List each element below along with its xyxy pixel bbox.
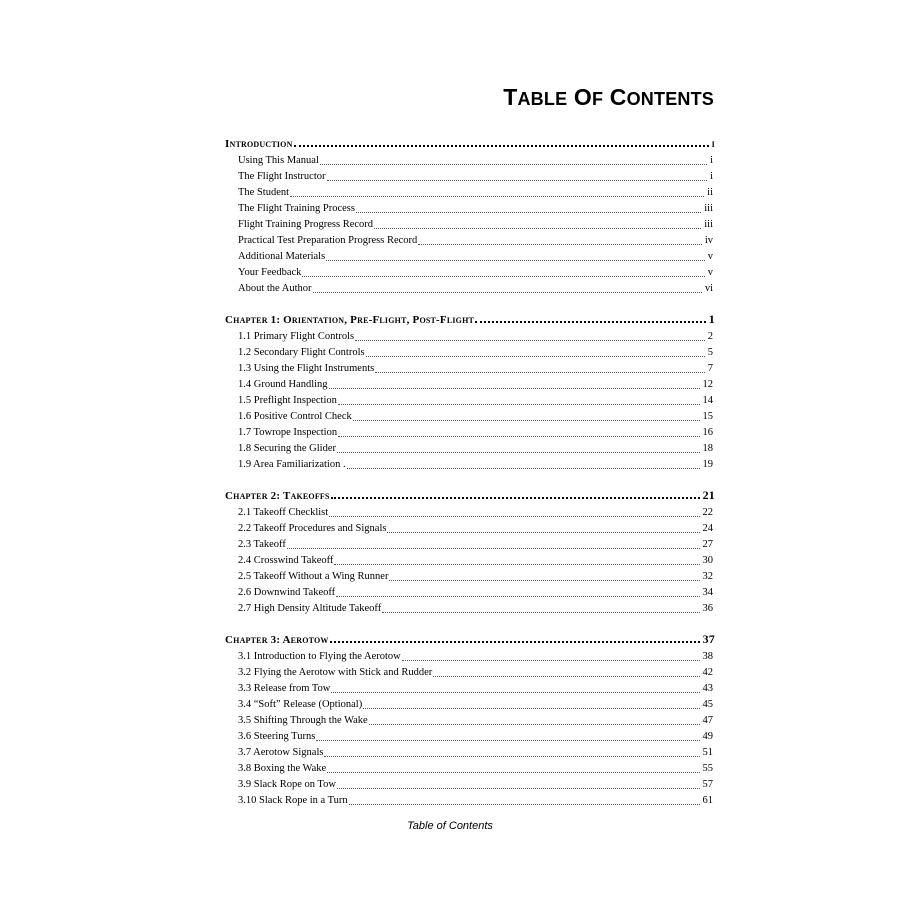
toc-page-number: 21 [702,488,715,502]
toc-page-number: 15 [702,411,713,422]
toc-page-number: 5 [707,347,713,358]
toc-entry[interactable] [225,169,715,185]
toc-page-number: iii [704,219,713,230]
toc-page-number: 36 [702,603,713,614]
toc-page-number: 32 [702,571,713,582]
toc-page-number: 16 [702,427,713,438]
toc-page-number: iii [704,203,713,214]
page-title: TABLE OF CONTENTS [503,84,714,110]
toc-page-number: v [707,267,713,278]
toc-entry-label: Chapter 3: Aerotow [225,634,329,646]
dot-leader [334,564,699,565]
dot-leader [356,212,701,213]
toc-entry-label: 3.6 Steering Turns [238,731,316,742]
dot-leader [331,692,699,693]
toc-entry-label: 1.4 Ground Handling [238,379,328,390]
dot-leader [326,260,705,261]
toc-entry-label: 2.6 Downwind Takeoff [238,587,336,598]
toc-entry[interactable] [225,569,715,585]
dot-leader [374,228,701,229]
toc-entry[interactable] [225,153,715,169]
dot-leader [329,388,700,389]
toc-page-number: 38 [702,651,713,662]
dot-leader [363,708,699,709]
toc-entry-label: 3.5 Shifting Through the Wake [238,715,368,726]
toc-entry-label: Introduction [225,138,293,150]
toc-page-number: 24 [702,523,713,534]
table-of-contents [225,133,715,809]
toc-page-number: 1 [708,312,715,326]
toc-entry-label: 2.1 Takeoff Checklist [238,507,329,518]
dot-leader [366,356,705,357]
toc-entry[interactable] [225,649,715,665]
toc-entry[interactable] [225,761,715,777]
toc-entry-label: Practical Test Preparation Progress Record [238,235,418,246]
toc-entry-label: 1.3 Using the Flight Instruments [238,363,375,374]
dot-leader [316,740,699,741]
toc-entry[interactable] [225,793,715,809]
toc-entry[interactable] [225,537,715,553]
dot-leader [353,420,700,421]
toc-page-number: 30 [702,555,713,566]
toc-entry-label: 1.8 Securing the Glider [238,443,336,454]
toc-heading[interactable] [225,629,715,649]
dot-leader [475,321,706,323]
toc-entry[interactable] [225,393,715,409]
toc-entry[interactable] [225,505,715,521]
toc-page-number: v [707,251,713,262]
toc-entry[interactable] [225,441,715,457]
dot-leader [287,548,700,549]
dot-leader [402,660,700,661]
toc-page-number: 47 [702,715,713,726]
toc-entry[interactable] [225,777,715,793]
toc-heading[interactable] [225,485,715,505]
dot-leader [324,756,699,757]
dot-leader [336,596,699,597]
dot-leader [433,676,699,677]
toc-page-number: i [710,171,713,182]
dot-leader [320,164,707,165]
toc-page-number: 57 [702,779,713,790]
toc-entry[interactable] [225,745,715,761]
toc-page-number: 14 [702,395,713,406]
toc-entry[interactable] [225,249,715,265]
toc-entry-label: 2.4 Crosswind Takeoff [238,555,334,566]
toc-entry-label: The Flight Training Process [238,203,355,214]
toc-entry-label: 2.5 Takeoff Without a Wing Runner [238,571,389,582]
toc-entry-label: The Flight Instructor [238,171,326,182]
toc-entry-label: 3.7 Aerotow Signals [238,747,324,758]
toc-entry-label: Flight Training Progress Record [238,219,374,230]
dot-leader [330,641,700,643]
dot-leader [294,145,709,147]
toc-entry-label: 2.7 High Density Altitude Takeoff [238,603,382,614]
dot-leader [331,497,700,499]
toc-page-number: 19 [702,459,713,470]
toc-entry[interactable] [225,201,715,217]
dot-leader [375,372,705,373]
toc-entry[interactable] [225,681,715,697]
toc-page-number: 12 [702,379,713,390]
toc-entry[interactable] [225,233,715,249]
toc-entry[interactable] [225,281,715,297]
dot-leader [355,340,705,341]
toc-entry[interactable] [225,265,715,281]
toc-entry-label: The Student [238,187,290,198]
toc-heading[interactable] [225,133,715,153]
toc-entry-label: About the Author [238,283,312,294]
toc-entry-label: 1.5 Preflight Inspection [238,395,337,406]
toc-entry[interactable] [225,457,715,473]
toc-entry-label: 3.3 Release from Tow [238,683,331,694]
toc-entry[interactable] [225,217,715,233]
dot-leader [327,180,708,181]
toc-entry[interactable] [225,553,715,569]
toc-entry[interactable] [225,729,715,745]
toc-entry[interactable] [225,601,715,617]
toc-page-number: ii [707,187,713,198]
dot-leader [389,580,699,581]
toc-page-number: 45 [702,699,713,710]
toc-entry-label: 1.7 Towrope Inspection [238,427,338,438]
toc-section [225,133,715,297]
dot-leader [369,724,700,725]
toc-entry-label: 3.9 Slack Rope on Tow [238,779,336,790]
dot-leader [337,452,700,453]
dot-leader [382,612,699,613]
toc-page-number: 2 [707,331,713,342]
toc-page-number: 34 [702,587,713,598]
toc-entry[interactable] [225,361,715,377]
toc-section [225,485,715,617]
toc-entry[interactable] [225,185,715,201]
toc-entry-label: 1.2 Secondary Flight Controls [238,347,365,358]
toc-entry-label: Chapter 2: Takeoffs [225,490,330,502]
dot-leader [290,196,704,197]
toc-entry[interactable] [225,713,715,729]
toc-page-number: vi [704,283,713,294]
dot-leader [313,292,702,293]
page-footer: Table of Contents [407,820,493,832]
toc-entry-label: Your Feedback [238,267,302,278]
toc-entry-label: Using This Manual [238,155,319,166]
dot-leader [347,468,700,469]
toc-page-number: 18 [702,443,713,454]
toc-entry-label: 1.6 Positive Control Check [238,411,352,422]
toc-page-number: 51 [702,747,713,758]
toc-page-number: 7 [707,363,713,374]
toc-entry-label: 3.8 Boxing the Wake [238,763,327,774]
toc-section [225,309,715,473]
toc-entry-label: 2.2 Takeoff Procedures and Signals [238,523,387,534]
toc-entry[interactable] [225,425,715,441]
toc-entry-label: Chapter 1: Orientation, Pre-Flight, Post-Flight [225,314,475,326]
toc-page-number: iv [704,235,713,246]
toc-entry-label: 3.4 “Soft” Release (Optional) [238,699,363,710]
toc-entry[interactable] [225,521,715,537]
dot-leader [302,276,704,277]
toc-page-number: 55 [702,763,713,774]
toc-page-number: 61 [702,795,713,806]
toc-entry[interactable] [225,665,715,681]
toc-entry-label: Additional Materials [238,251,326,262]
dot-leader [349,804,700,805]
toc-page-number: i [711,136,715,150]
toc-entry-label: 2.3 Takeoff [238,539,286,550]
toc-page-number: 43 [702,683,713,694]
toc-entry[interactable] [225,585,715,601]
toc-entry-label: 3.1 Introduction to Flying the Aerotow [238,651,401,662]
dot-leader [338,436,699,437]
toc-entry[interactable] [225,345,715,361]
toc-section [225,629,715,809]
toc-page-number: 27 [702,539,713,550]
toc-entry-label: 1.1 Primary Flight Controls [238,331,355,342]
toc-entry-label: 1.9 Area Familiarization . [238,459,346,470]
toc-entry-label: 3.10 Slack Rope in a Turn [238,795,348,806]
dot-leader [329,516,699,517]
toc-page-number: 37 [702,632,715,646]
dot-leader [327,772,699,773]
toc-page-number: 42 [702,667,713,678]
dot-leader [338,404,700,405]
toc-page-number: 22 [702,507,713,518]
dot-leader [387,532,699,533]
dot-leader [337,788,700,789]
toc-page-number: i [710,155,713,166]
toc-heading[interactable] [225,309,715,329]
toc-entry[interactable] [225,377,715,393]
toc-entry[interactable] [225,409,715,425]
dot-leader [418,244,702,245]
toc-page-number: 49 [702,731,713,742]
toc-entry-label: 3.2 Flying the Aerotow with Stick and Rudder [238,667,433,678]
toc-entry[interactable] [225,697,715,713]
toc-entry[interactable] [225,329,715,345]
